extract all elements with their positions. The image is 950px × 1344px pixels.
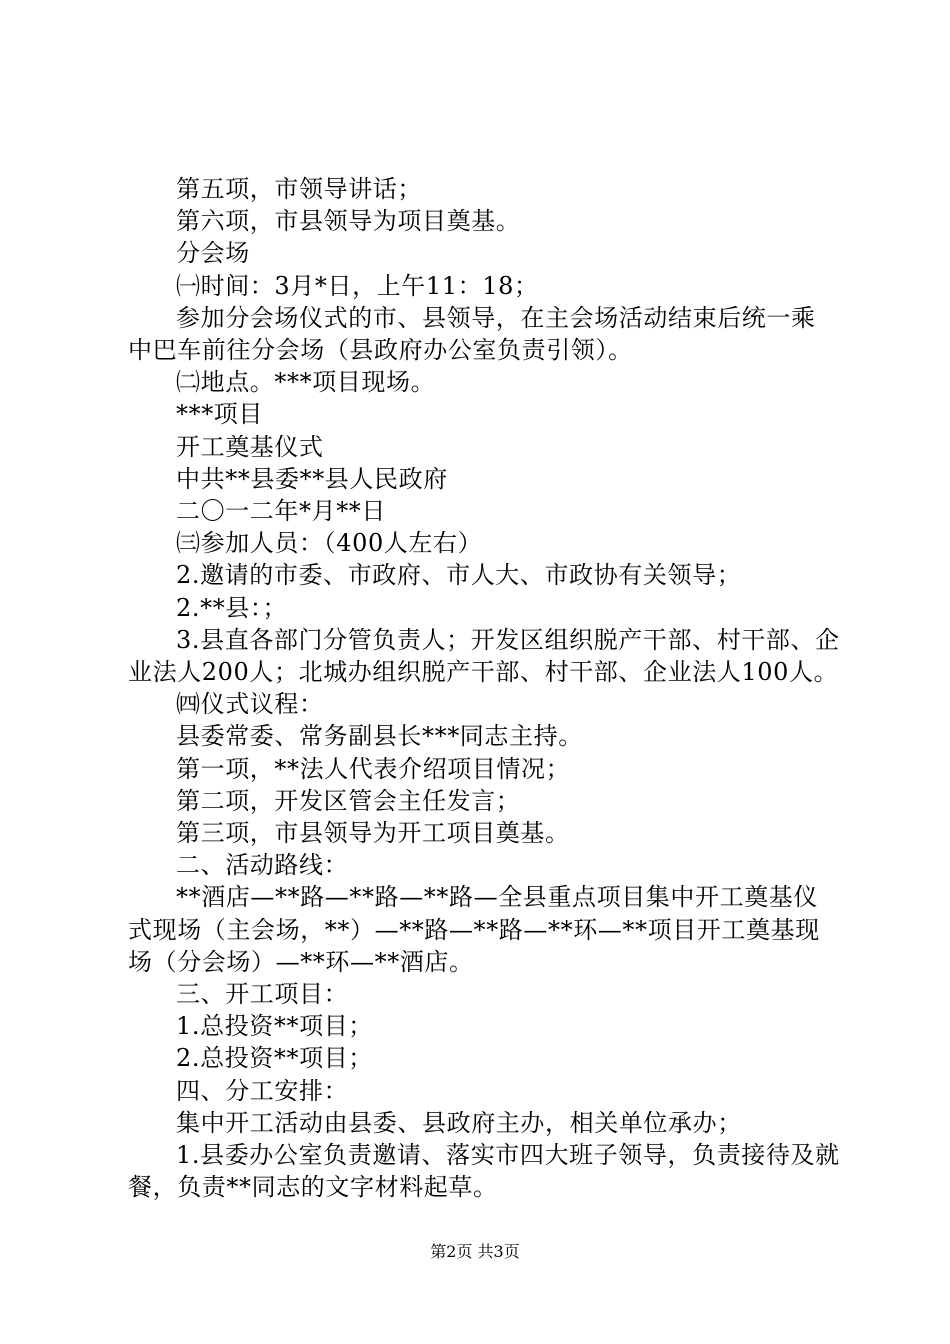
paragraph: 第三项，市县领导为开工项目奠基。 bbox=[176, 819, 570, 848]
paragraph: ㈢参加人员：（400人左右） bbox=[176, 529, 483, 558]
paragraph: 2.**县：； bbox=[176, 593, 288, 622]
paragraph: **酒店—**路—**路—**路—全县重点项目集中开工奠基仪式现场（主会场，**）—**路—**路—**环—**项目开工奠基现场（分会场）—**环—**酒店。 bbox=[128, 883, 820, 976]
paragraph: ㈠时间：3月*日，上午11：18； bbox=[176, 271, 539, 300]
paragraph: 参加分会场仪式的市、县领导，在主会场活动结束后统一乘中巴车前往分会场（县政府办公室负责引领）。 bbox=[128, 303, 816, 365]
paragraph: 二〇一二年*月**日 bbox=[176, 497, 386, 526]
paragraph: 二、活动路线： bbox=[176, 851, 349, 880]
paragraph: 1.总投资**项目； bbox=[176, 1012, 373, 1041]
paragraph: 2.邀请的市委、市政府、市人大、市政协有关领导； bbox=[176, 561, 742, 590]
paragraph: 1.县委办公室负责邀请、落实市四大班子领导，负责接待及就餐，负责**同志的文字材料起草。 bbox=[128, 1141, 840, 1202]
paragraph: 第一项，**法人代表介绍项目情况； bbox=[176, 754, 571, 783]
paragraph: 2.总投资**项目； bbox=[176, 1044, 373, 1073]
paragraph: 四、分工安排： bbox=[176, 1076, 349, 1105]
paragraph: 中共**县委**县人民政府 bbox=[176, 464, 448, 493]
document-body bbox=[128, 173, 840, 1204]
paragraph: 第六项，市县领导为项目奠基。 bbox=[176, 207, 521, 236]
paragraph: 开工奠基仪式 bbox=[176, 432, 324, 461]
page-number-label: 第2页 共3页 bbox=[430, 1242, 520, 1261]
paragraph: ㈣仪式议程： bbox=[176, 690, 324, 719]
paragraph: 三、开工项目： bbox=[176, 980, 349, 1009]
page-footer bbox=[0, 1240, 950, 1264]
paragraph: 分会场 bbox=[176, 239, 250, 268]
paragraph: 第五项，市领导讲话； bbox=[176, 175, 422, 203]
paragraph: 集中开工活动由县委、县政府主办，相关单位承办； bbox=[176, 1108, 742, 1137]
paragraph: 县委常委、常务副县长***同志主持。 bbox=[176, 722, 583, 751]
paragraph: 第二项，开发区管会主任发言； bbox=[176, 786, 521, 815]
paragraph: 3.县直各部门分管负责人；开发区组织脱产干部、村干部、企业法人200人；北城办组织脱产干部、村干部、企业法人100人。 bbox=[128, 625, 840, 687]
paragraph: ㈡地点。***项目现场。 bbox=[176, 368, 436, 397]
paragraph: ***项目 bbox=[176, 400, 263, 429]
